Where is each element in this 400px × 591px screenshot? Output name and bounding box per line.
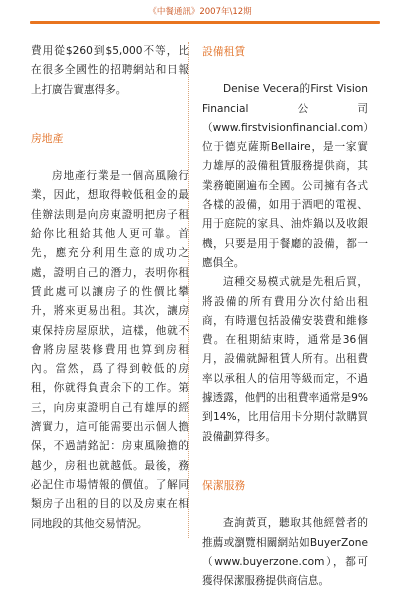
spacer — [202, 495, 368, 514]
left-paragraph-2: 房地產行業是一個高風險行業，因此，想取得較低租金的最佳辦法則是向房東證明把房子租給你比租給其他人更可靠。首先，應充分利用生意的成功之處，證明自己的潛力，表明你租賃此處可以讓房子的性價比攀升，將來更易出租。其次，讓房東保持房屋原狀，這樣，他就不會將房屋裝修費用也算到房租內。當然，爲了得到較低的房租，你就得負責余下的工作。第三，向房東證明自己有雄厚的經濟實力，這可能需要出示個人擔保，不過請銘記：房東風險擔的越少，房租也就越低。最後，務必記住市場情報的價值。了解同類房子出租的目的以及房東在相同地段的其他交易情況。 — [31, 170, 189, 530]
section-heading-equipment-leasing: 設備租賃 — [202, 45, 246, 58]
left-paragraph-1: 費用從$260到$5,000不等，比在很多全國性的招聘網站和日報上打廣告實惠得多。 — [31, 45, 189, 96]
left-column — [31, 42, 189, 534]
spacer — [31, 148, 189, 167]
column-divider — [188, 42, 189, 538]
section-heading-cleaning-services: 保潔服務 — [202, 478, 246, 492]
section-heading-real-estate: 房地產 — [31, 131, 64, 145]
publication-title: 《中餐通訊》2007年\12期 — [148, 7, 252, 17]
right-paragraph-2: 這種交易模式就是先租后買，將設備的所有費用分次付給出租商，有時還包括設備安裝費和維修費。在租期結束時，通常是36個月，設備就歸租賃人所有。出租費率以承租人的信用等級而定，不過據透露，他們的出租費率通常是9%到14%，比用信用卡分期付款購買設備劃算得多。 — [202, 276, 368, 443]
right-paragraph-1: Denise Vecera的First Vision Financial公司（www.firstvisionfinancial.com）位于德克薩斯Bellaire，是一家實力雄厚的設備租賃服務提供商，其業務範圍遍布全國。公司擁有各式各樣的設備，如用于酒吧的電視、用于庭院的家具、油炸鍋以及收銀機，只要是用于餐廳的設備，都一應俱全。 — [202, 83, 374, 269]
spacer — [202, 447, 368, 476]
page-header — [0, 6, 400, 22]
spacer — [202, 61, 368, 80]
right-paragraph-3: 查詢黃頁，聽取其他經營者的推薦或瀏覽相關網站如BuyerZone（www.buyerzone.com），都可獲得保潔服務提供商信息。 — [202, 517, 368, 588]
spacer — [31, 100, 189, 129]
header-rule — [30, 21, 380, 24]
right-column — [202, 42, 374, 591]
